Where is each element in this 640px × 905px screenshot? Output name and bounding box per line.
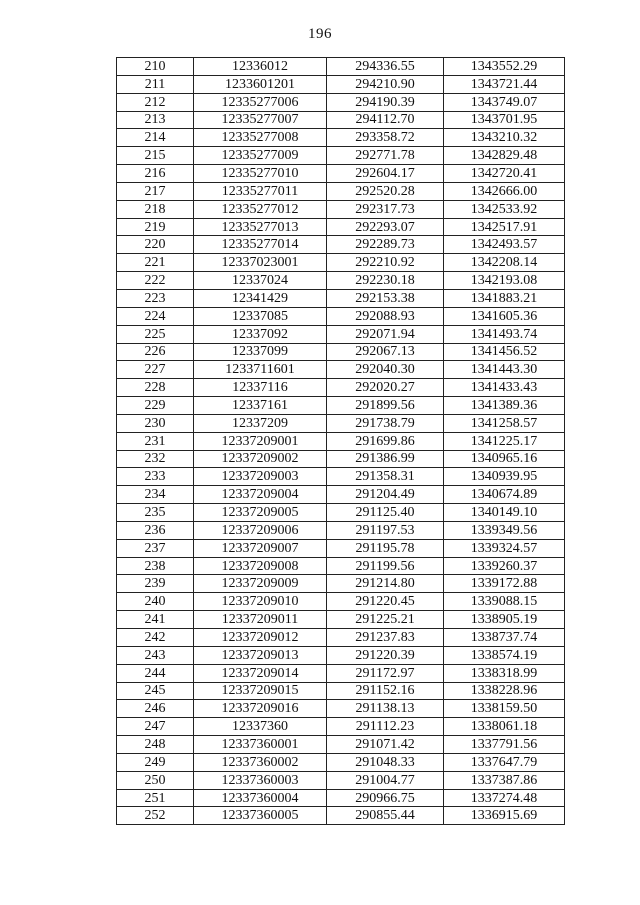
point-code-cell: 12335277006 <box>194 93 327 111</box>
x-coordinate-cell: 291358.31 <box>327 468 444 486</box>
point-code-cell: 12337209016 <box>194 700 327 718</box>
x-coordinate-cell: 291004.77 <box>327 771 444 789</box>
table-row <box>117 593 565 611</box>
x-coordinate-cell: 291699.86 <box>327 432 444 450</box>
x-coordinate-cell: 292317.73 <box>327 200 444 218</box>
point-code-cell: 12336012 <box>194 58 327 76</box>
row-index-cell: 214 <box>117 129 194 147</box>
row-index-cell: 249 <box>117 753 194 771</box>
table-row <box>117 165 565 183</box>
row-index-cell: 218 <box>117 200 194 218</box>
point-code-cell: 12335277010 <box>194 165 327 183</box>
row-index-cell: 220 <box>117 236 194 254</box>
y-coordinate-cell: 1341258.57 <box>444 414 565 432</box>
x-coordinate-cell: 291071.42 <box>327 736 444 754</box>
row-index-cell: 216 <box>117 165 194 183</box>
y-coordinate-cell: 1337647.79 <box>444 753 565 771</box>
point-code-cell: 12337360002 <box>194 753 327 771</box>
row-index-cell: 212 <box>117 93 194 111</box>
x-coordinate-cell: 292020.27 <box>327 379 444 397</box>
point-code-cell: 12335277012 <box>194 200 327 218</box>
y-coordinate-cell: 1342533.92 <box>444 200 565 218</box>
row-index-cell: 241 <box>117 611 194 629</box>
table-row <box>117 629 565 647</box>
y-coordinate-cell: 1339172.88 <box>444 575 565 593</box>
table-row <box>117 200 565 218</box>
table-row <box>117 789 565 807</box>
x-coordinate-cell: 291738.79 <box>327 414 444 432</box>
x-coordinate-cell: 291138.13 <box>327 700 444 718</box>
x-coordinate-cell: 292071.94 <box>327 325 444 343</box>
y-coordinate-cell: 1343210.32 <box>444 129 565 147</box>
y-coordinate-cell: 1340965.16 <box>444 450 565 468</box>
row-index-cell: 226 <box>117 343 194 361</box>
y-coordinate-cell: 1341493.74 <box>444 325 565 343</box>
point-code-cell: 12337161 <box>194 397 327 415</box>
y-coordinate-cell: 1337387.86 <box>444 771 565 789</box>
x-coordinate-cell: 291386.99 <box>327 450 444 468</box>
row-index-cell: 229 <box>117 397 194 415</box>
table-row <box>117 111 565 129</box>
row-index-cell: 221 <box>117 254 194 272</box>
row-index-cell: 213 <box>117 111 194 129</box>
point-code-cell: 12337024 <box>194 272 327 290</box>
point-code-cell: 12335277013 <box>194 218 327 236</box>
x-coordinate-cell: 292210.92 <box>327 254 444 272</box>
point-code-cell: 12337209002 <box>194 450 327 468</box>
y-coordinate-cell: 1342517.91 <box>444 218 565 236</box>
point-code-cell: 12337209013 <box>194 646 327 664</box>
y-coordinate-cell: 1338061.18 <box>444 718 565 736</box>
x-coordinate-cell: 294190.39 <box>327 93 444 111</box>
table-row <box>117 182 565 200</box>
x-coordinate-cell: 294210.90 <box>327 75 444 93</box>
table-row <box>117 700 565 718</box>
y-coordinate-cell: 1343552.29 <box>444 58 565 76</box>
row-index-cell: 236 <box>117 521 194 539</box>
point-code-cell: 12337209004 <box>194 486 327 504</box>
y-coordinate-cell: 1339324.57 <box>444 539 565 557</box>
table-row <box>117 504 565 522</box>
y-coordinate-cell: 1340674.89 <box>444 486 565 504</box>
x-coordinate-cell: 292040.30 <box>327 361 444 379</box>
y-coordinate-cell: 1338905.19 <box>444 611 565 629</box>
x-coordinate-cell: 292088.93 <box>327 307 444 325</box>
row-index-cell: 244 <box>117 664 194 682</box>
y-coordinate-cell: 1337274.48 <box>444 789 565 807</box>
row-index-cell: 252 <box>117 807 194 825</box>
row-index-cell: 243 <box>117 646 194 664</box>
row-index-cell: 250 <box>117 771 194 789</box>
table-row <box>117 736 565 754</box>
y-coordinate-cell: 1343701.95 <box>444 111 565 129</box>
table-row <box>117 343 565 361</box>
y-coordinate-cell: 1338318.99 <box>444 664 565 682</box>
x-coordinate-cell: 292293.07 <box>327 218 444 236</box>
point-code-cell: 12335277009 <box>194 147 327 165</box>
x-coordinate-cell: 291237.83 <box>327 629 444 647</box>
table-body <box>117 58 565 825</box>
x-coordinate-cell: 291172.97 <box>327 664 444 682</box>
row-index-cell: 242 <box>117 629 194 647</box>
y-coordinate-cell: 1336915.69 <box>444 807 565 825</box>
x-coordinate-cell: 291204.49 <box>327 486 444 504</box>
row-index-cell: 238 <box>117 557 194 575</box>
table-row <box>117 289 565 307</box>
point-code-cell: 1233711601 <box>194 361 327 379</box>
point-code-cell: 12337209005 <box>194 504 327 522</box>
row-index-cell: 240 <box>117 593 194 611</box>
y-coordinate-cell: 1342193.08 <box>444 272 565 290</box>
table-row <box>117 718 565 736</box>
point-code-cell: 12337209014 <box>194 664 327 682</box>
table-row <box>117 272 565 290</box>
table-row <box>117 486 565 504</box>
point-code-cell: 12335277007 <box>194 111 327 129</box>
row-index-cell: 230 <box>117 414 194 432</box>
table-row <box>117 75 565 93</box>
y-coordinate-cell: 1341456.52 <box>444 343 565 361</box>
y-coordinate-cell: 1338737.74 <box>444 629 565 647</box>
table-row <box>117 753 565 771</box>
table-row <box>117 414 565 432</box>
y-coordinate-cell: 1341605.36 <box>444 307 565 325</box>
table-row <box>117 575 565 593</box>
y-coordinate-cell: 1341225.17 <box>444 432 565 450</box>
point-code-cell: 12335277014 <box>194 236 327 254</box>
table-row <box>117 147 565 165</box>
point-code-cell: 12337360001 <box>194 736 327 754</box>
x-coordinate-cell: 291125.40 <box>327 504 444 522</box>
y-coordinate-cell: 1339349.56 <box>444 521 565 539</box>
point-code-cell: 12341429 <box>194 289 327 307</box>
y-coordinate-cell: 1341443.30 <box>444 361 565 379</box>
point-code-cell: 12337023001 <box>194 254 327 272</box>
y-coordinate-cell: 1341433.43 <box>444 379 565 397</box>
point-code-cell: 12337360005 <box>194 807 327 825</box>
x-coordinate-cell: 291199.56 <box>327 557 444 575</box>
table-row <box>117 129 565 147</box>
x-coordinate-cell: 291197.53 <box>327 521 444 539</box>
x-coordinate-cell: 292230.18 <box>327 272 444 290</box>
row-index-cell: 247 <box>117 718 194 736</box>
y-coordinate-cell: 1341389.36 <box>444 397 565 415</box>
y-coordinate-cell: 1339260.37 <box>444 557 565 575</box>
point-code-cell: 12335277008 <box>194 129 327 147</box>
table-row <box>117 236 565 254</box>
x-coordinate-cell: 292520.28 <box>327 182 444 200</box>
table-row <box>117 58 565 76</box>
x-coordinate-cell: 292067.13 <box>327 343 444 361</box>
x-coordinate-cell: 291195.78 <box>327 539 444 557</box>
point-code-cell: 12337360 <box>194 718 327 736</box>
row-index-cell: 246 <box>117 700 194 718</box>
point-code-cell: 12337209009 <box>194 575 327 593</box>
table-row <box>117 254 565 272</box>
table-row <box>117 646 565 664</box>
x-coordinate-cell: 291048.33 <box>327 753 444 771</box>
row-index-cell: 223 <box>117 289 194 307</box>
row-index-cell: 237 <box>117 539 194 557</box>
x-coordinate-cell: 294112.70 <box>327 111 444 129</box>
x-coordinate-cell: 294336.55 <box>327 58 444 76</box>
y-coordinate-cell: 1338574.19 <box>444 646 565 664</box>
table-row <box>117 218 565 236</box>
point-code-cell: 12337099 <box>194 343 327 361</box>
page-number: 196 <box>308 26 332 42</box>
x-coordinate-cell: 291220.39 <box>327 646 444 664</box>
x-coordinate-cell: 290855.44 <box>327 807 444 825</box>
row-index-cell: 227 <box>117 361 194 379</box>
x-coordinate-cell: 292153.38 <box>327 289 444 307</box>
y-coordinate-cell: 1337791.56 <box>444 736 565 754</box>
point-code-cell: 12337209003 <box>194 468 327 486</box>
table-row <box>117 664 565 682</box>
table-row <box>117 450 565 468</box>
point-code-cell: 12337209 <box>194 414 327 432</box>
row-index-cell: 222 <box>117 272 194 290</box>
table-row <box>117 432 565 450</box>
x-coordinate-cell: 291220.45 <box>327 593 444 611</box>
table-row <box>117 521 565 539</box>
x-coordinate-cell: 292771.78 <box>327 147 444 165</box>
table-row <box>117 325 565 343</box>
y-coordinate-cell: 1340149.10 <box>444 504 565 522</box>
table-row <box>117 682 565 700</box>
point-code-cell: 12337209015 <box>194 682 327 700</box>
x-coordinate-cell: 292289.73 <box>327 236 444 254</box>
x-coordinate-cell: 290966.75 <box>327 789 444 807</box>
row-index-cell: 235 <box>117 504 194 522</box>
point-code-cell: 1233601201 <box>194 75 327 93</box>
row-index-cell: 217 <box>117 182 194 200</box>
y-coordinate-cell: 1339088.15 <box>444 593 565 611</box>
y-coordinate-cell: 1340939.95 <box>444 468 565 486</box>
table-row <box>117 307 565 325</box>
point-code-cell: 12337209008 <box>194 557 327 575</box>
point-code-cell: 12337209006 <box>194 521 327 539</box>
point-code-cell: 12337360003 <box>194 771 327 789</box>
table-row <box>117 361 565 379</box>
point-code-cell: 12337209010 <box>194 593 327 611</box>
table-row <box>117 807 565 825</box>
table-row <box>117 539 565 557</box>
table-row <box>117 379 565 397</box>
row-index-cell: 215 <box>117 147 194 165</box>
x-coordinate-cell: 291152.16 <box>327 682 444 700</box>
row-index-cell: 233 <box>117 468 194 486</box>
y-coordinate-cell: 1338159.50 <box>444 700 565 718</box>
row-index-cell: 232 <box>117 450 194 468</box>
row-index-cell: 231 <box>117 432 194 450</box>
row-index-cell: 234 <box>117 486 194 504</box>
row-index-cell: 239 <box>117 575 194 593</box>
point-code-cell: 12337092 <box>194 325 327 343</box>
x-coordinate-cell: 291214.80 <box>327 575 444 593</box>
y-coordinate-cell: 1342666.00 <box>444 182 565 200</box>
table-row <box>117 468 565 486</box>
y-coordinate-cell: 1342720.41 <box>444 165 565 183</box>
point-code-cell: 12337209001 <box>194 432 327 450</box>
y-coordinate-cell: 1342208.14 <box>444 254 565 272</box>
row-index-cell: 225 <box>117 325 194 343</box>
table-row <box>117 771 565 789</box>
point-code-cell: 12337116 <box>194 379 327 397</box>
row-index-cell: 224 <box>117 307 194 325</box>
row-index-cell: 228 <box>117 379 194 397</box>
y-coordinate-cell: 1343721.44 <box>444 75 565 93</box>
y-coordinate-cell: 1343749.07 <box>444 93 565 111</box>
table-row <box>117 397 565 415</box>
row-index-cell: 219 <box>117 218 194 236</box>
point-code-cell: 12335277011 <box>194 182 327 200</box>
x-coordinate-cell: 291112.23 <box>327 718 444 736</box>
table-row <box>117 557 565 575</box>
table-row <box>117 93 565 111</box>
y-coordinate-cell: 1341883.21 <box>444 289 565 307</box>
y-coordinate-cell: 1342829.48 <box>444 147 565 165</box>
table-row <box>117 611 565 629</box>
row-index-cell: 251 <box>117 789 194 807</box>
row-index-cell: 210 <box>117 58 194 76</box>
y-coordinate-cell: 1342493.57 <box>444 236 565 254</box>
point-code-cell: 12337360004 <box>194 789 327 807</box>
point-code-cell: 12337209011 <box>194 611 327 629</box>
coordinates-table <box>116 57 565 825</box>
x-coordinate-cell: 292604.17 <box>327 165 444 183</box>
x-coordinate-cell: 291225.21 <box>327 611 444 629</box>
point-code-cell: 12337209007 <box>194 539 327 557</box>
y-coordinate-cell: 1338228.96 <box>444 682 565 700</box>
point-code-cell: 12337085 <box>194 307 327 325</box>
row-index-cell: 211 <box>117 75 194 93</box>
point-code-cell: 12337209012 <box>194 629 327 647</box>
row-index-cell: 248 <box>117 736 194 754</box>
x-coordinate-cell: 291899.56 <box>327 397 444 415</box>
x-coordinate-cell: 293358.72 <box>327 129 444 147</box>
row-index-cell: 245 <box>117 682 194 700</box>
